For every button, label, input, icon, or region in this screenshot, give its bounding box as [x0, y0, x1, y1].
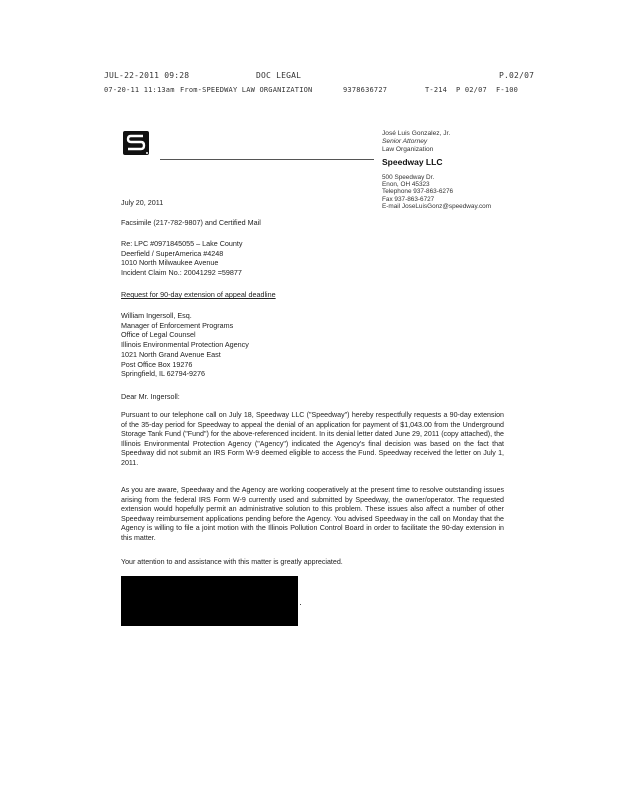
- recipient-line: Springfield, IL 62794-9276: [121, 369, 206, 379]
- letter-subject: Request for 90-day extension of appeal deadline: [121, 290, 276, 299]
- fax-header-sender: DOC LEGAL: [256, 71, 302, 80]
- letterhead-rule: [160, 159, 374, 160]
- delivery-method: Facsimile (217-782-9807) and Certified Mail: [121, 218, 261, 227]
- email-line: E-mail JoseLuisGonz@speedway.com: [382, 202, 492, 210]
- sender-name: José Luis Gonzalez, Jr.: [382, 130, 451, 137]
- body-paragraph-1: Pursuant to our telephone call on July 18, Speedway LLC ("Speedway") hereby respectfully requests a 90-day extension of the 35-day period for Speedway to appeal the denial of an application for payment of $1,043.00 from the Underground Storage Tank Fund ("Fund") for the above-referenced incident. In its denial letter dated June 29, 2011 (copy attached), the Illinois Environmental Protection Agency ("Agency") indicated the Agency's final decision was based on the fact that Speedway did not submit an IRS Form W-9 deemed eligible to access the Fund. Speedway received the letter on July 1, 2011.: [121, 411, 504, 467]
- recipient-line: Office of Legal Counsel: [121, 330, 196, 340]
- sender-address: [382, 174, 491, 210]
- fax-header-datetime: JUL-22-2011 09:28: [104, 71, 190, 80]
- sender-dept: Law Organization: [382, 145, 434, 153]
- re-line: Incident Claim No.: 20041292 =59877: [121, 268, 242, 278]
- sender-title: Senior Attorney: [382, 137, 428, 145]
- sender-block: [382, 130, 450, 153]
- recipient-line: Post Office Box 19276: [121, 359, 193, 369]
- address-line: Telephone 937-863-6276: [382, 188, 454, 196]
- re-line: Deerfield / SuperAmerica #4248: [121, 248, 224, 258]
- re-line: Re: LPC #0971845055 – Lake County: [121, 239, 243, 248]
- recipient-line: 1021 North Grand Avenue East: [121, 349, 221, 359]
- fax-header2-date: 07-20-11 11:13am: [104, 86, 175, 94]
- recipient-line: Illinois Environmental Protection Agency: [121, 340, 249, 350]
- fax-header2-page: P 02/07: [456, 86, 487, 94]
- address-line: 500 Speedway Dr.: [382, 174, 435, 181]
- fax-header2-tnum: T-214: [425, 86, 448, 94]
- speedway-logo-icon: [123, 131, 149, 155]
- letter-date: July 20, 2011: [121, 198, 164, 207]
- fax-header-page: P.02/07: [499, 71, 535, 80]
- fax-header2-from: From-SPEEDWAY LAW ORGANIZATION: [180, 86, 313, 94]
- address-line: Enon, OH 45323: [382, 181, 430, 189]
- fax-header2-phone: 9378636727: [343, 86, 388, 94]
- company-name: Speedway LLC: [382, 157, 443, 167]
- recipient-line: Manager of Enforcement Programs: [121, 320, 234, 330]
- recipient-line: William Ingersoll, Esq.: [121, 311, 192, 320]
- address-line: Fax 937-863-6727: [382, 195, 435, 203]
- fax-header2-fnum: F-100: [496, 86, 519, 94]
- body-paragraph-3: Your attention to and assistance with this matter is greatly appreciated.: [121, 558, 343, 566]
- body-paragraph-2: As you are aware, Speedway and the Agency are working cooperatively at the present time to resolve outstanding issues arising from the federal IRS Form W-9 currently used and submitted by Speedway, the owner/operator. The requested extension would hopefully permit an administrative solution to this problem. These issues also affect a number of other Speedway reimbursement applications pending before the Agency. You advised Speedway in the call on Monday that the Agency is willing to file a joint motion with the Illinois Pollution Control Board in order to facilitate the 90-day extension in this matter.: [121, 486, 504, 542]
- redacted-signature-block: [121, 576, 298, 626]
- salutation: Dear Mr. Ingersoll:: [121, 392, 180, 401]
- recipient-block: [121, 311, 249, 379]
- scan-speck: [300, 604, 301, 605]
- re-line: 1010 North Milwaukee Avenue: [121, 258, 219, 268]
- re-block: [121, 239, 242, 278]
